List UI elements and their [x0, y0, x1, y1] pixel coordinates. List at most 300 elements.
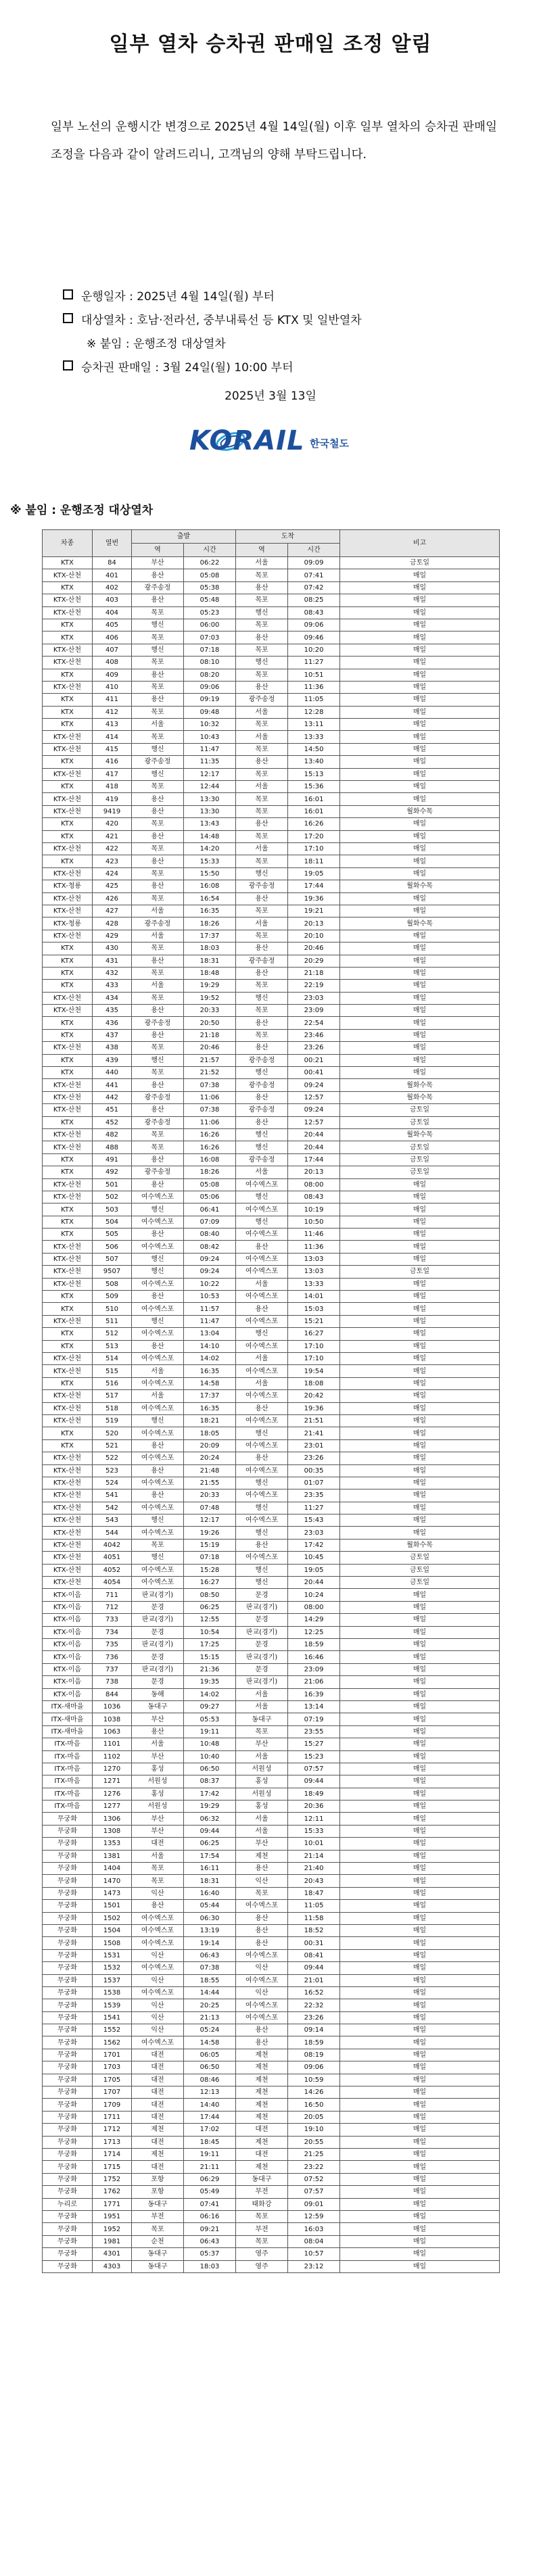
- cell-dep-time: 16:27: [184, 1577, 236, 1589]
- cell-note: 매일: [340, 1825, 500, 1837]
- cell-arr-time: 08:00: [288, 1178, 340, 1191]
- cell-train-number: 541: [93, 1489, 132, 1502]
- cell-dep-station: 광주송정: [132, 756, 184, 768]
- table-row: [43, 805, 500, 817]
- table-row: [43, 1091, 500, 1103]
- cell-dep-time: 21:48: [184, 1464, 236, 1477]
- cell-arr-time: 10:20: [288, 644, 340, 656]
- cell-train-type: KTX: [43, 619, 93, 631]
- cell-arr-station: 서울: [236, 706, 288, 718]
- cell-dep-time: 18:21: [184, 1414, 236, 1427]
- table-row: [43, 992, 500, 1004]
- cell-arr-time: 23:26: [288, 2011, 340, 2024]
- cell-train-type: KTX-이음: [43, 1651, 93, 1663]
- cell-dep-time: 08:10: [184, 657, 236, 669]
- cell-dep-time: 17:54: [184, 1850, 236, 1862]
- cell-train-type: KTX: [43, 830, 93, 842]
- table-row: [43, 1477, 500, 1489]
- cell-train-type: KTX: [43, 631, 93, 644]
- cell-train-type: KTX-산천: [43, 1577, 93, 1589]
- cell-arr-station: 행신: [236, 992, 288, 1004]
- cell-note: 매일: [340, 1763, 500, 1775]
- cell-arr-time: 14:26: [288, 2086, 340, 2099]
- cell-dep-time: 21:57: [184, 1054, 236, 1066]
- cell-note: 매일: [340, 2124, 500, 2136]
- cell-dep-time: 20:25: [184, 1999, 236, 2011]
- cell-dep-time: 07:18: [184, 644, 236, 656]
- table-row: [43, 1353, 500, 1365]
- cell-train-type: ITX-마음: [43, 1750, 93, 1763]
- cell-note: 매일: [340, 830, 500, 842]
- cell-arr-time: 22:19: [288, 980, 340, 992]
- cell-train-number: 423: [93, 855, 132, 867]
- cell-arr-station: 여수엑스포: [236, 1900, 288, 1912]
- cell-dep-station: 광주송정: [132, 1017, 184, 1029]
- cell-train-type: 무궁화: [43, 1838, 93, 1850]
- table-row: [43, 1676, 500, 1688]
- table-row: [43, 657, 500, 669]
- cell-arr-time: 12:25: [288, 1626, 340, 1638]
- cell-arr-station: 여수엑스포: [236, 1439, 288, 1452]
- table-row: [43, 2161, 500, 2173]
- cell-dep-time: 11:06: [184, 1091, 236, 1103]
- cell-arr-time: 10:50: [288, 1216, 340, 1228]
- cell-dep-station: 목포: [132, 1863, 184, 1875]
- cell-dep-time: 09:19: [184, 694, 236, 706]
- cell-arr-station: 판교(경기): [236, 1626, 288, 1638]
- checkbox-square-icon: [63, 289, 73, 300]
- table-row: [43, 1626, 500, 1638]
- table-row: [43, 2036, 500, 2049]
- cell-arr-time: 09:24: [288, 1079, 340, 1091]
- cell-train-number: 503: [93, 1203, 132, 1216]
- cell-arr-station: 목포: [236, 1029, 288, 1041]
- table-row: [43, 930, 500, 942]
- cell-train-number: 737: [93, 1663, 132, 1675]
- cell-dep-station: 포항: [132, 2186, 184, 2198]
- cell-dep-time: 18:05: [184, 1427, 236, 1439]
- cell-dep-time: 21:18: [184, 1029, 236, 1041]
- cell-note: 매일: [340, 980, 500, 992]
- cell-note: 금토일: [340, 1166, 500, 1178]
- cell-arr-station: 행신: [236, 1128, 288, 1141]
- checkbox-square-icon: [63, 313, 73, 323]
- cell-note: 매일: [340, 594, 500, 606]
- cell-train-number: 4052: [93, 1564, 132, 1576]
- cell-train-type: KTX: [43, 781, 93, 793]
- cell-train-type: 무궁화: [43, 1974, 93, 1986]
- cell-train-number: 1713: [93, 2136, 132, 2148]
- table-row: [43, 1589, 500, 1601]
- cell-dep-station: 서울: [132, 930, 184, 942]
- cell-arr-station: 여수엑스포: [236, 1390, 288, 1402]
- cell-train-type: KTX-산천: [43, 842, 93, 855]
- cell-train-type: KTX-산천: [43, 731, 93, 743]
- cell-train-type: KTX: [43, 669, 93, 681]
- cell-train-type: KTX-산천: [43, 905, 93, 917]
- cell-dep-station: 부산: [132, 1750, 184, 1763]
- table-row: [43, 557, 500, 569]
- cell-train-type: KTX: [43, 706, 93, 718]
- cell-dep-time: 06:43: [184, 2235, 236, 2247]
- cell-dep-time: 06:32: [184, 1813, 236, 1825]
- cell-arr-time: 20:55: [288, 2136, 340, 2148]
- cell-dep-station: 여수엑스포: [132, 1986, 184, 1999]
- cell-train-number: 4303: [93, 2260, 132, 2272]
- cell-train-number: 438: [93, 1042, 132, 1054]
- cell-dep-time: 10:43: [184, 731, 236, 743]
- cell-arr-station: 서울: [236, 1278, 288, 1290]
- cell-train-type: KTX-산천: [43, 1315, 93, 1327]
- cell-dep-station: 대전: [132, 2086, 184, 2099]
- table-row: [43, 2198, 500, 2210]
- cell-arr-station: 행신: [236, 1527, 288, 1539]
- cell-note: 매일: [340, 992, 500, 1004]
- cell-arr-time: 09:01: [288, 2198, 340, 2210]
- cell-dep-time: 08:20: [184, 669, 236, 681]
- cell-train-type: KTX: [43, 557, 93, 569]
- cell-dep-station: 동대구: [132, 1700, 184, 1713]
- table-row: [43, 2260, 500, 2272]
- cell-arr-station: 여수엑스포: [236, 1999, 288, 2011]
- cell-arr-station: 목포: [236, 1005, 288, 1017]
- cell-note: 매일: [340, 2223, 500, 2235]
- cell-arr-time: 17:44: [288, 880, 340, 892]
- cell-arr-station: 목포: [236, 768, 288, 780]
- cell-train-type: KTX-산천: [43, 1005, 93, 1017]
- cell-train-type: KTX-산천: [43, 1042, 93, 1054]
- cell-arr-station: 판교(경기): [236, 1601, 288, 1613]
- cell-train-type: KTX-산천: [43, 594, 93, 606]
- cell-train-type: KTX-산천: [43, 1464, 93, 1477]
- cell-train-number: 511: [93, 1315, 132, 1327]
- cell-train-number: 1277: [93, 1800, 132, 1813]
- cell-dep-station: 목포: [132, 842, 184, 855]
- cell-arr-time: 09:09: [288, 557, 340, 569]
- table-row: [43, 1017, 500, 1029]
- table-row: [43, 1937, 500, 1949]
- cell-arr-time: 10:24: [288, 1589, 340, 1601]
- cell-dep-station: 행신: [132, 644, 184, 656]
- cell-dep-station: 광주송정: [132, 917, 184, 930]
- cell-train-number: 508: [93, 1278, 132, 1290]
- cell-dep-station: 문경: [132, 1676, 184, 1688]
- cell-dep-time: 06:22: [184, 557, 236, 569]
- cell-dep-station: 판교(경기): [132, 1638, 184, 1650]
- cell-note: 매일: [340, 1489, 500, 1502]
- cell-dep-time: 11:06: [184, 1116, 236, 1128]
- cell-dep-station: 제천: [132, 2149, 184, 2161]
- cell-arr-time: 16:27: [288, 1328, 340, 1340]
- cell-note: 매일: [340, 2111, 500, 2123]
- table-row: [43, 694, 500, 706]
- cell-dep-time: 21:11: [184, 2161, 236, 2173]
- cell-train-number: 412: [93, 706, 132, 718]
- cell-dep-time: 06:00: [184, 619, 236, 631]
- table-row: [43, 2173, 500, 2185]
- cell-train-number: 1981: [93, 2235, 132, 2247]
- cell-train-number: 401: [93, 569, 132, 581]
- cell-note: 월화수목: [340, 917, 500, 930]
- cell-arr-time: 14:50: [288, 743, 340, 755]
- cell-arr-time: 10:01: [288, 1838, 340, 1850]
- cell-note: 매일: [340, 768, 500, 780]
- cell-train-number: 1951: [93, 2210, 132, 2222]
- cell-arr-station: 여수엑스포: [236, 1489, 288, 1502]
- cell-dep-station: 용산: [132, 594, 184, 606]
- table-row: [43, 1141, 500, 1153]
- cell-note: 매일: [340, 657, 500, 669]
- cell-note: 매일: [340, 1328, 500, 1340]
- table-row: [43, 1763, 500, 1775]
- cell-arr-time: 11:46: [288, 1229, 340, 1241]
- cell-note: 매일: [340, 669, 500, 681]
- cell-train-type: 무궁화: [43, 2186, 93, 2198]
- cell-arr-time: 19:05: [288, 867, 340, 880]
- cell-arr-time: 12:57: [288, 1091, 340, 1103]
- table-row: [43, 1825, 500, 1837]
- schedule-table-body: [43, 557, 500, 2273]
- cell-arr-station: 행신: [236, 1191, 288, 1203]
- cell-train-type: KTX: [43, 818, 93, 830]
- cell-train-number: 514: [93, 1353, 132, 1365]
- table-row: [43, 1863, 500, 1875]
- cell-dep-station: 동대구: [132, 2248, 184, 2260]
- cell-note: 매일: [340, 1303, 500, 1315]
- cell-dep-station: 용산: [132, 1079, 184, 1091]
- cell-dep-time: 19:11: [184, 2149, 236, 2161]
- cell-dep-time: 05:24: [184, 2024, 236, 2036]
- cell-dep-time: 05:44: [184, 1900, 236, 1912]
- cell-train-number: 440: [93, 1067, 132, 1079]
- cell-arr-station: 용산: [236, 2036, 288, 2049]
- cell-dep-station: 부산: [132, 1713, 184, 1725]
- cell-dep-station: 용산: [132, 1464, 184, 1477]
- cell-dep-time: 16:08: [184, 880, 236, 892]
- table-row: [43, 2099, 500, 2111]
- cell-dep-station: 목포: [132, 731, 184, 743]
- cell-arr-time: 13:40: [288, 756, 340, 768]
- cell-arr-station: 용산: [236, 581, 288, 594]
- cell-note: 매일: [340, 1067, 500, 1079]
- cell-train-type: ITX-마음: [43, 1788, 93, 1800]
- cell-dep-station: 대전: [132, 2136, 184, 2148]
- cell-arr-time: 09:24: [288, 1104, 340, 1116]
- cell-note: 매일: [340, 2210, 500, 2222]
- bullet-text: 운행일자 : 2025년 4월 14일(월) 부터: [81, 290, 275, 304]
- cell-arr-station: 서울: [236, 1377, 288, 1389]
- table-row: [43, 1489, 500, 1502]
- cell-train-type: 무궁화: [43, 1937, 93, 1949]
- cell-train-type: 무궁화: [43, 2024, 93, 2036]
- cell-dep-time: 17:42: [184, 1788, 236, 1800]
- cell-dep-station: 여수엑스포: [132, 1191, 184, 1203]
- table-row: [43, 955, 500, 967]
- table-row: [43, 880, 500, 892]
- cell-note: 매일: [340, 619, 500, 631]
- table-row: [43, 943, 500, 955]
- table-row: [43, 1700, 500, 1713]
- cell-dep-time: 18:03: [184, 2260, 236, 2272]
- table-row: [43, 2136, 500, 2148]
- cell-train-type: 무궁화: [43, 1900, 93, 1912]
- cell-dep-time: 16:35: [184, 1365, 236, 1377]
- cell-train-number: 504: [93, 1216, 132, 1228]
- cell-dep-station: 동대구: [132, 2260, 184, 2272]
- cell-arr-time: 21:51: [288, 1414, 340, 1427]
- cell-train-type: KTX-산천: [43, 1564, 93, 1576]
- korail-logo: [189, 421, 355, 463]
- cell-dep-station: 부산: [132, 1813, 184, 1825]
- cell-train-type: ITX-새마을: [43, 1700, 93, 1713]
- table-row: [43, 2024, 500, 2036]
- cell-arr-station: 서원성: [236, 1788, 288, 1800]
- cell-dep-station: 목포: [132, 606, 184, 619]
- cell-note: 매일: [340, 631, 500, 644]
- cell-arr-station: 용산: [236, 1116, 288, 1128]
- cell-dep-time: 05:23: [184, 606, 236, 619]
- cell-train-number: 1508: [93, 1937, 132, 1949]
- table-row: [43, 1999, 500, 2011]
- cell-arr-station: 행신: [236, 1502, 288, 1514]
- table-row: [43, 1203, 500, 1216]
- cell-arr-station: 부산: [236, 1738, 288, 1750]
- cell-dep-station: 광주송정: [132, 1091, 184, 1103]
- cell-dep-time: 14:02: [184, 1353, 236, 1365]
- table-row: [43, 2086, 500, 2099]
- cell-dep-station: 목포: [132, 706, 184, 718]
- cell-arr-time: 17:10: [288, 842, 340, 855]
- cell-arr-station: 용산: [236, 1539, 288, 1551]
- cell-note: 매일: [340, 1626, 500, 1638]
- cell-train-type: 무궁화: [43, 1850, 93, 1862]
- cell-train-number: 408: [93, 657, 132, 669]
- cell-train-number: 711: [93, 1589, 132, 1601]
- cell-train-number: 430: [93, 943, 132, 955]
- cell-arr-time: 18:49: [288, 1788, 340, 1800]
- cell-note: 금토일: [340, 1564, 500, 1576]
- cell-note: 매일: [340, 719, 500, 731]
- cell-dep-station: 문경: [132, 1601, 184, 1613]
- cell-dep-station: 목포: [132, 867, 184, 880]
- cell-train-type: KTX: [43, 1054, 93, 1066]
- cell-train-number: 435: [93, 1005, 132, 1017]
- bullet-text: 승차권 판매일 : 3월 24일(월) 10:00 부터: [81, 361, 293, 375]
- cell-dep-time: 14:58: [184, 1377, 236, 1389]
- cell-dep-station: 목포: [132, 943, 184, 955]
- cell-dep-time: 06:41: [184, 1203, 236, 1216]
- cell-note: 매일: [340, 1663, 500, 1675]
- cell-dep-station: 대전: [132, 1838, 184, 1850]
- cell-note: 매일: [340, 1340, 500, 1352]
- cell-arr-station: 제천: [236, 2099, 288, 2111]
- table-row: [43, 1713, 500, 1725]
- cell-train-type: KTX: [43, 1328, 93, 1340]
- cell-arr-time: 23:03: [288, 1527, 340, 1539]
- cell-dep-station: 행신: [132, 1203, 184, 1216]
- cell-dep-time: 06:29: [184, 2173, 236, 2185]
- cell-arr-station: 광주송정: [236, 880, 288, 892]
- cell-dep-time: 08:40: [184, 1229, 236, 1241]
- cell-train-type: KTX: [43, 1017, 93, 1029]
- cell-arr-station: 문경: [236, 1638, 288, 1650]
- cell-arr-time: 17:44: [288, 1153, 340, 1166]
- cell-train-number: 4042: [93, 1539, 132, 1551]
- cell-note: 매일: [340, 1315, 500, 1327]
- cell-train-type: KTX: [43, 1340, 93, 1352]
- table-row: [43, 644, 500, 656]
- cell-dep-time: 11:35: [184, 756, 236, 768]
- cell-train-type: ITX-마음: [43, 1738, 93, 1750]
- cell-arr-time: 10:59: [288, 2074, 340, 2086]
- cell-note: 매일: [340, 1253, 500, 1265]
- table-row: [43, 631, 500, 644]
- cell-arr-station: 용산: [236, 756, 288, 768]
- cell-train-number: 425: [93, 880, 132, 892]
- cell-train-type: 누리로: [43, 2198, 93, 2210]
- cell-dep-time: 17:37: [184, 1390, 236, 1402]
- cell-note: 매일: [340, 644, 500, 656]
- cell-train-type: 무궁화: [43, 1912, 93, 1924]
- cell-train-number: 1276: [93, 1788, 132, 1800]
- table-row: [43, 594, 500, 606]
- cell-train-type: KTX-산천: [43, 743, 93, 755]
- cell-train-type: KTX-이음: [43, 1638, 93, 1650]
- cell-train-number: 1381: [93, 1850, 132, 1862]
- table-row: [43, 669, 500, 681]
- table-row: [43, 581, 500, 594]
- cell-train-type: KTX-산천: [43, 657, 93, 669]
- cell-note: 매일: [340, 1813, 500, 1825]
- attachment-heading: ※ 붙임 : 운행조정 대상열차: [10, 504, 154, 517]
- cell-arr-station: 용산: [236, 1241, 288, 1253]
- cell-arr-time: 17:10: [288, 1340, 340, 1352]
- cell-arr-station: 익산: [236, 1962, 288, 1974]
- cell-note: 매일: [340, 1439, 500, 1452]
- table-row: [43, 1414, 500, 1427]
- cell-train-number: 431: [93, 955, 132, 967]
- cell-note: 매일: [340, 2149, 500, 2161]
- cell-dep-station: 익산: [132, 1974, 184, 1986]
- table-row: [43, 2149, 500, 2161]
- cell-dep-time: 14:44: [184, 1986, 236, 1999]
- cell-note: 매일: [340, 1452, 500, 1464]
- cell-note: 매일: [340, 1850, 500, 1862]
- cell-note: 매일: [340, 2248, 500, 2260]
- table-row: [43, 1887, 500, 1899]
- cell-train-type: ITX-마음: [43, 1775, 93, 1788]
- cell-dep-station: 행신: [132, 1315, 184, 1327]
- cell-note: 매일: [340, 2173, 500, 2185]
- cell-dep-time: 07:38: [184, 1079, 236, 1091]
- cell-dep-station: 익산: [132, 1949, 184, 1961]
- cell-train-number: 417: [93, 768, 132, 780]
- cell-train-type: 무궁화: [43, 1825, 93, 1837]
- table-row: [43, 1303, 500, 1315]
- cell-arr-station: 서울: [236, 842, 288, 855]
- cell-train-number: 501: [93, 1178, 132, 1191]
- cell-dep-station: 목포: [132, 631, 184, 644]
- cell-dep-time: 09:24: [184, 1266, 236, 1278]
- cell-arr-station: 서울: [236, 917, 288, 930]
- cell-dep-time: 15:15: [184, 1651, 236, 1663]
- cell-dep-station: 여수엑스포: [132, 1402, 184, 1414]
- cell-arr-time: 20:44: [288, 1141, 340, 1153]
- cell-train-number: 407: [93, 644, 132, 656]
- cell-train-type: KTX-산천: [43, 1241, 93, 1253]
- cell-dep-station: 행신: [132, 1414, 184, 1427]
- header-dep-time: 시간: [184, 544, 236, 557]
